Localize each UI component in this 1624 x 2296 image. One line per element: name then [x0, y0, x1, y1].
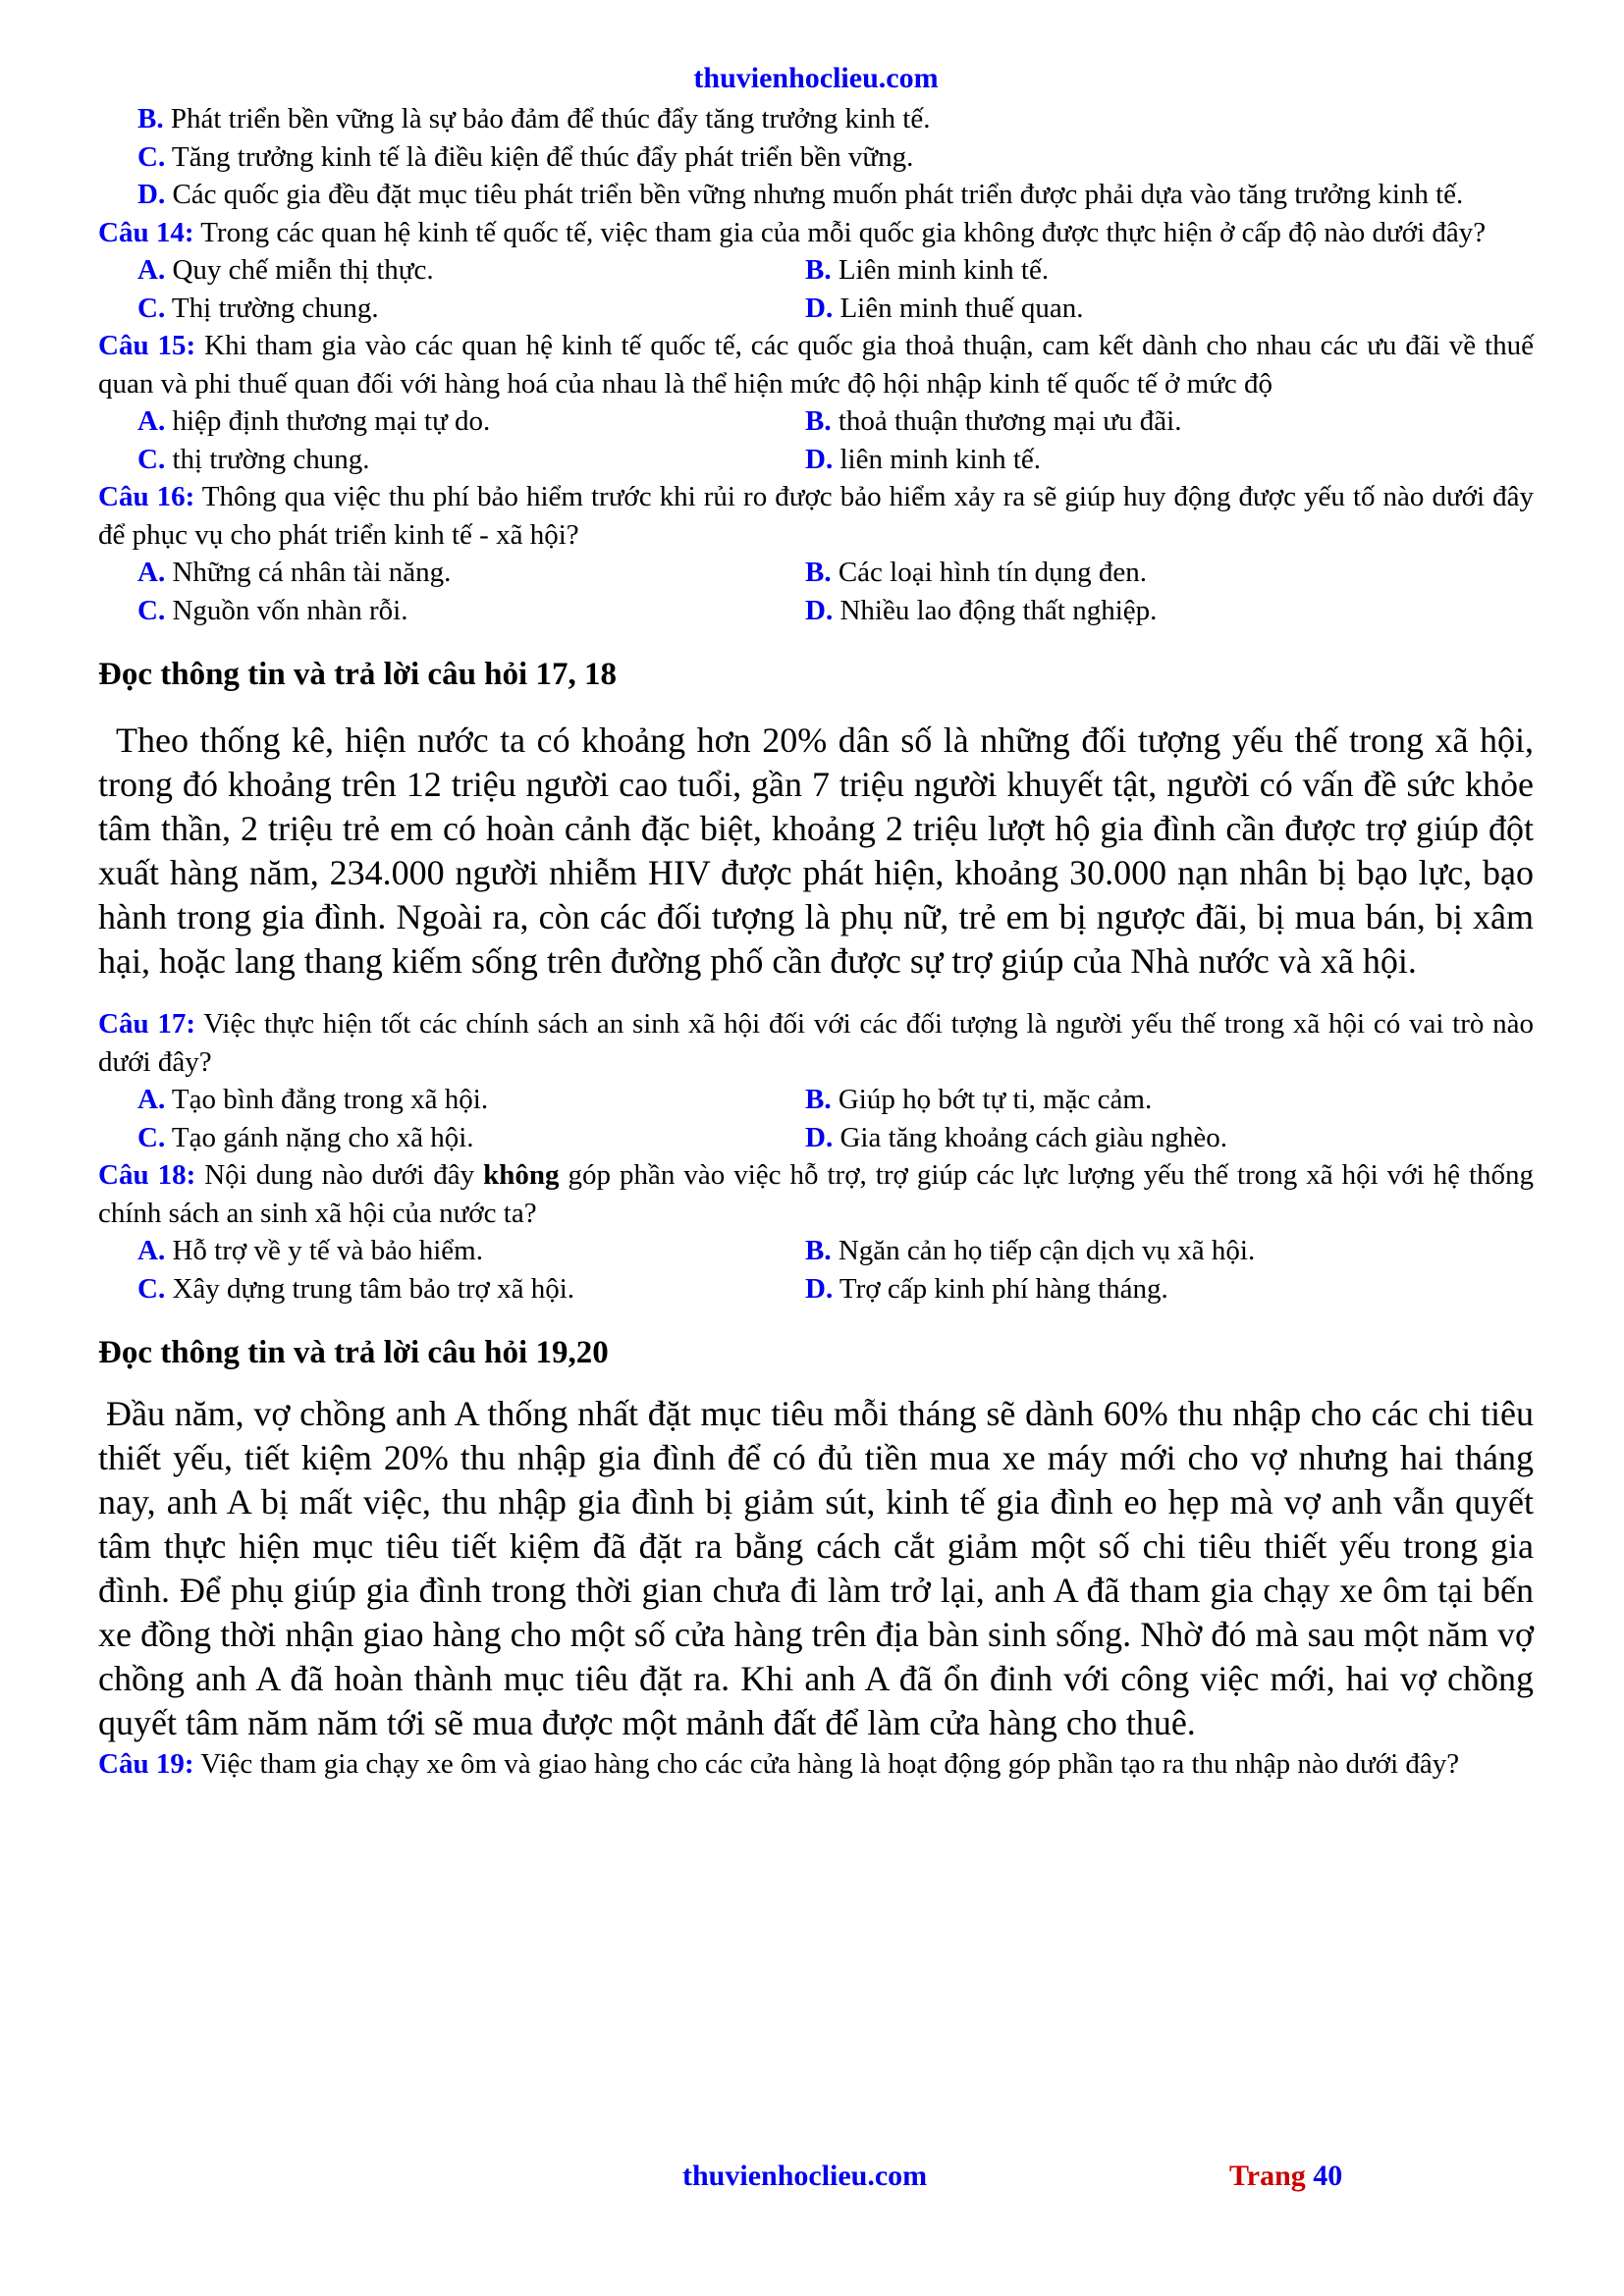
q18-option-d: D. Trợ cấp kinh phí hàng tháng.: [805, 1272, 1168, 1305]
header-site-name: thuvienhoclieu.com: [693, 62, 939, 94]
question-14-options: [98, 251, 1534, 327]
question-16: Câu 16: Thông qua việc thu phí bảo hiểm trước khi rủi ro được bảo hiểm xảy ra sẽ giúp huy động được yếu tố nào dưới đây để phục vụ cho phát triển kinh tế - xã hội?: [98, 481, 1534, 551]
question-17: Câu 17: Việc thực hiện tốt các chính sách an sinh xã hội đối với các đối tượng là người yếu thế trong xã hội có vai trò nào dưới đây?: [98, 1008, 1535, 1078]
q13-option-c: C. Tăng trưởng kinh tế là điều kiện để thúc đẩy phát triển bền vững.: [137, 140, 914, 173]
section-heading-19-20: Đọc thông tin và trả lời câu hỏi 19,20: [98, 1335, 609, 1370]
question-18-options: [98, 1232, 1534, 1308]
emphasis-khong: không: [483, 1159, 560, 1191]
q18-option-b: B. Ngăn cản họ tiếp cận dịch vụ xã hội.: [805, 1235, 1256, 1266]
question-15-options: [98, 402, 1534, 478]
section-heading-17-18: Đọc thông tin và trả lời câu hỏi 17, 18: [98, 657, 617, 692]
q16-option-d: D. Nhiều lao động thất nghiệp.: [805, 594, 1158, 626]
q13-option-b: B. Phát triển bền vững là sự bảo đảm để thúc đẩy tăng trưởng kinh tế.: [137, 103, 931, 134]
question-19: Câu 19: Việc tham gia chạy xe ôm và giao hàng cho các cửa hàng là hoạt động góp phần tạo ra thu nhập nào dưới đây?: [98, 1748, 1460, 1780]
document-page: [98, 57, 1534, 1784]
question-17-options: [98, 1081, 1534, 1156]
q14-option-b: B. Liên minh kinh tế.: [805, 254, 1050, 286]
q15-option-a: A. hiệp định thương mại tự do.: [137, 405, 491, 437]
q16-option-c: C. Nguồn vốn nhàn rỗi.: [137, 594, 408, 626]
q18-option-c: C. Xây dựng trung tâm bảo trợ xã hội.: [137, 1272, 575, 1305]
q17-option-c: C. Tạo gánh nặng cho xã hội.: [137, 1121, 474, 1153]
q17-option-a: A. Tạo bình đẳng trong xã hội.: [137, 1084, 489, 1115]
passage-19-20: Đầu năm, vợ chồng anh A thống nhất đặt mục tiêu mỗi tháng sẽ dành 60% thu nhập cho các chi tiêu thiết yếu, tiết kiệm 20% thu nhập gia đình để có đủ tiền mua xe máy mới cho vợ nhưng hai tháng nay, anh A bị mất việc, thu nhập gia đình bị giảm sút, kinh tế gia đình eo hẹp mà vợ anh vẫn quyết tâm thực hiện mục tiêu tiết kiệm đã đặt ra bằng cách cắt giảm một số chi tiêu thiết yếu trong gia đình. Để phụ giúp gia đình trong thời gian chưa đi làm trở lại, anh A đã tham gia chạy xe ôm tại bến xe đồng thời nhận giao hàng cho một số cửa hàng trên địa bàn sinh sống. Nhờ đó mà sau một năm vợ chồng anh A đã hoàn thành mục tiêu đặt ra. Khi anh A đã ổn đinh với công việc mới, hai vợ chồng quyết tâm năm năm tới sẽ mua được một mảnh đất để làm cửa hàng cho thuê.: [98, 1394, 1534, 1742]
q16-option-b: B. Các loại hình tín dụng đen.: [805, 557, 1147, 588]
q18-option-a: A. Hỗ trợ về y tế và bảo hiểm.: [137, 1235, 483, 1266]
q15-option-c: C. thị trường chung.: [137, 443, 370, 475]
q17-option-d: D. Gia tăng khoảng cách giàu nghèo.: [805, 1121, 1228, 1153]
q17-option-b: B. Giúp họ bớt tự ti, mặc cảm.: [805, 1084, 1153, 1115]
question-15: Câu 15: Khi tham gia vào các quan hệ kinh tế quốc tế, các quốc gia thoả thuận, cam kết dành cho nhau các ưu đãi về thuế quan và phi thuế quan đối với hàng hoá của nhau là thể hiện mức độ hội nhập kinh tế quốc tế ở mức độ: [98, 330, 1535, 400]
q14-option-d: D. Liên minh thuế quan.: [805, 292, 1084, 324]
footer-site-name: thuvienhoclieu.com: [682, 2160, 928, 2192]
question-14: Câu 14: Trong các quan hệ kinh tế quốc tế, việc tham gia của mỗi quốc gia không được thực hiện ở cấp độ nào dưới đây?: [98, 216, 1487, 248]
q15-option-d: D. liên minh kinh tế.: [805, 443, 1042, 475]
footer-page-number: Trang 40: [1229, 2160, 1343, 2192]
passage-17-18: Theo thống kê, hiện nước ta có khoảng hơn 20% dân số là những đối tượng yếu thế trong xã hội, trong đó khoảng trên 12 triệu người cao tuổi, gần 7 triệu người khuyết tật, người có vấn đề sức khỏe tâm thần, 2 triệu trẻ em có hoàn cảnh đặc biệt, khoảng 2 triệu lượt hộ gia đình cần được trợ giúp đột xuất hàng năm, 234.000 người nhiễm HIV được phát hiện, khoảng 30.000 nạn nhân bị bạo lực, bạo hành trong gia đình. Ngoài ra, còn các đối tượng là phụ nữ, trẻ em bị ngược đãi, bị mua bán, bị xâm hại, hoặc lang thang kiếm sống trên đường phố cần được sự trợ giúp của Nhà nước và xã hội.: [98, 721, 1534, 981]
q14-option-a: A. Quy chế miễn thị thực.: [137, 254, 434, 286]
q14-option-c: C. Thị trường chung.: [137, 292, 379, 324]
q15-option-b: B. thoả thuận thương mại ưu đãi.: [805, 405, 1182, 437]
q16-option-a: A. Những cá nhân tài năng.: [137, 557, 452, 588]
question-16-options: [98, 554, 1534, 629]
question-18: Câu 18: Nội dung nào dưới đây không góp phần vào việc hỗ trợ, trợ giúp các lực lượng yếu thế trong xã hội với hệ thống chính sách an sinh xã hội của nước ta?: [98, 1159, 1534, 1229]
q13-option-d: D. Các quốc gia đều đặt mục tiêu phát triển bền vững nhưng muốn phát triển được phải dựa vào tăng trưởng kinh tế.: [137, 179, 1464, 210]
